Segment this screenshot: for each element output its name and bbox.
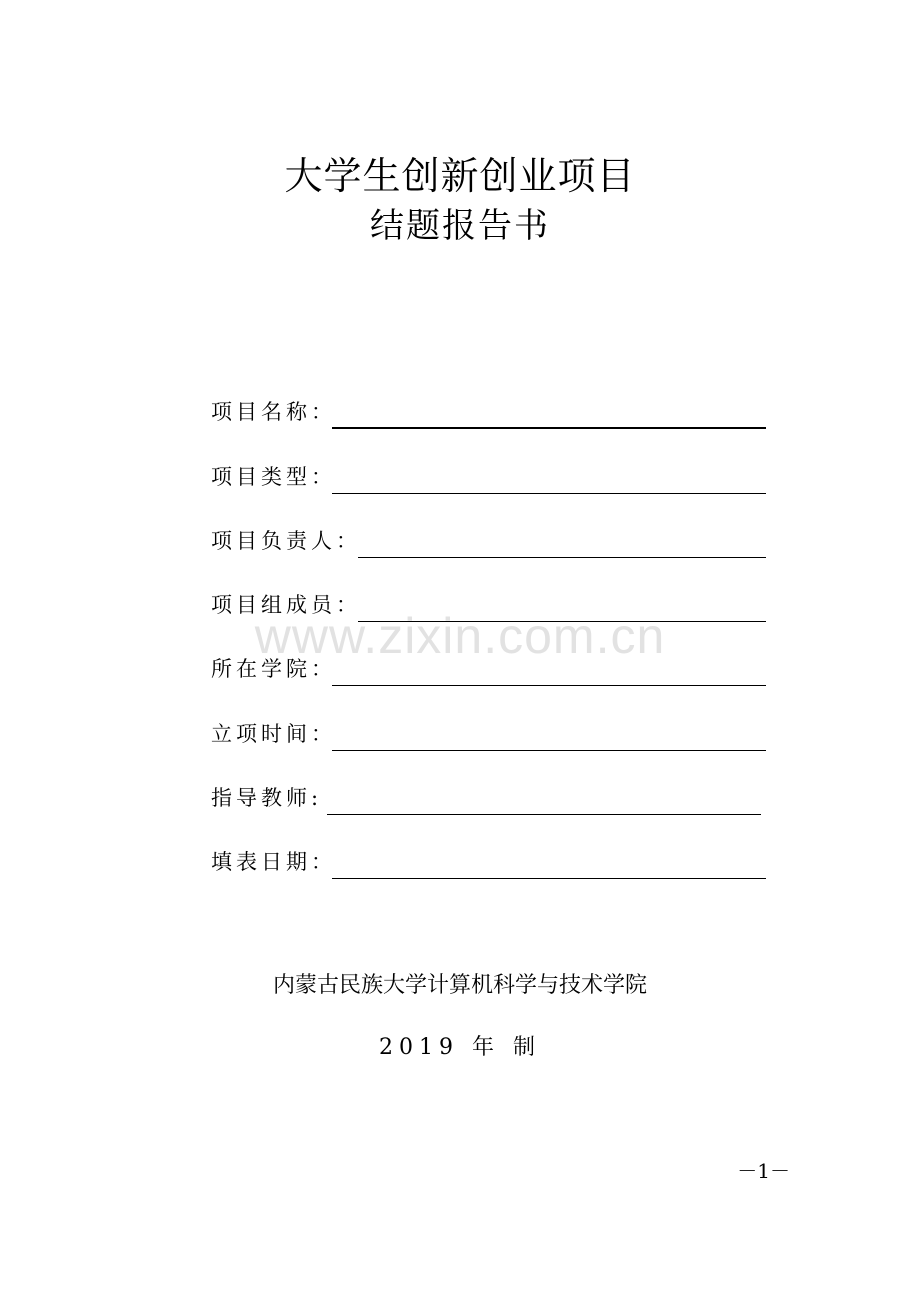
institution-name: 内蒙古民族大学计算机科学与技术学院 [272, 973, 647, 998]
field-label-project-type: 项目类型： [211, 465, 336, 489]
watermark: www.zixin.com.cn [254, 608, 666, 664]
issue-year: 2019 年 制 [379, 1035, 541, 1060]
field-label-project-leader: 项目负责人： [211, 529, 361, 553]
field-line-project-members[interactable] [358, 621, 766, 622]
page-number: －1－ [737, 1159, 790, 1183]
field-label-project-members: 项目组成员： [211, 593, 361, 617]
field-label-approval-date: 立项时间： [211, 722, 336, 746]
field-line-college[interactable] [332, 685, 766, 686]
field-label-college: 所在学院： [211, 657, 336, 681]
field-line-advisor[interactable] [327, 814, 761, 815]
field-label-fill-date: 填表日期： [211, 850, 336, 874]
field-line-fill-date[interactable] [332, 878, 766, 879]
field-label-advisor: 指导教师: [211, 786, 323, 810]
field-line-project-name[interactable] [332, 427, 766, 429]
field-label-project-name: 项目名称： [211, 400, 336, 424]
field-line-approval-date[interactable] [332, 750, 766, 751]
field-line-project-leader[interactable] [358, 557, 766, 558]
document-subtitle: 结题报告书 [370, 206, 550, 246]
document-title: 大学生创新创业项目 [284, 154, 636, 198]
field-line-project-type[interactable] [332, 493, 766, 494]
